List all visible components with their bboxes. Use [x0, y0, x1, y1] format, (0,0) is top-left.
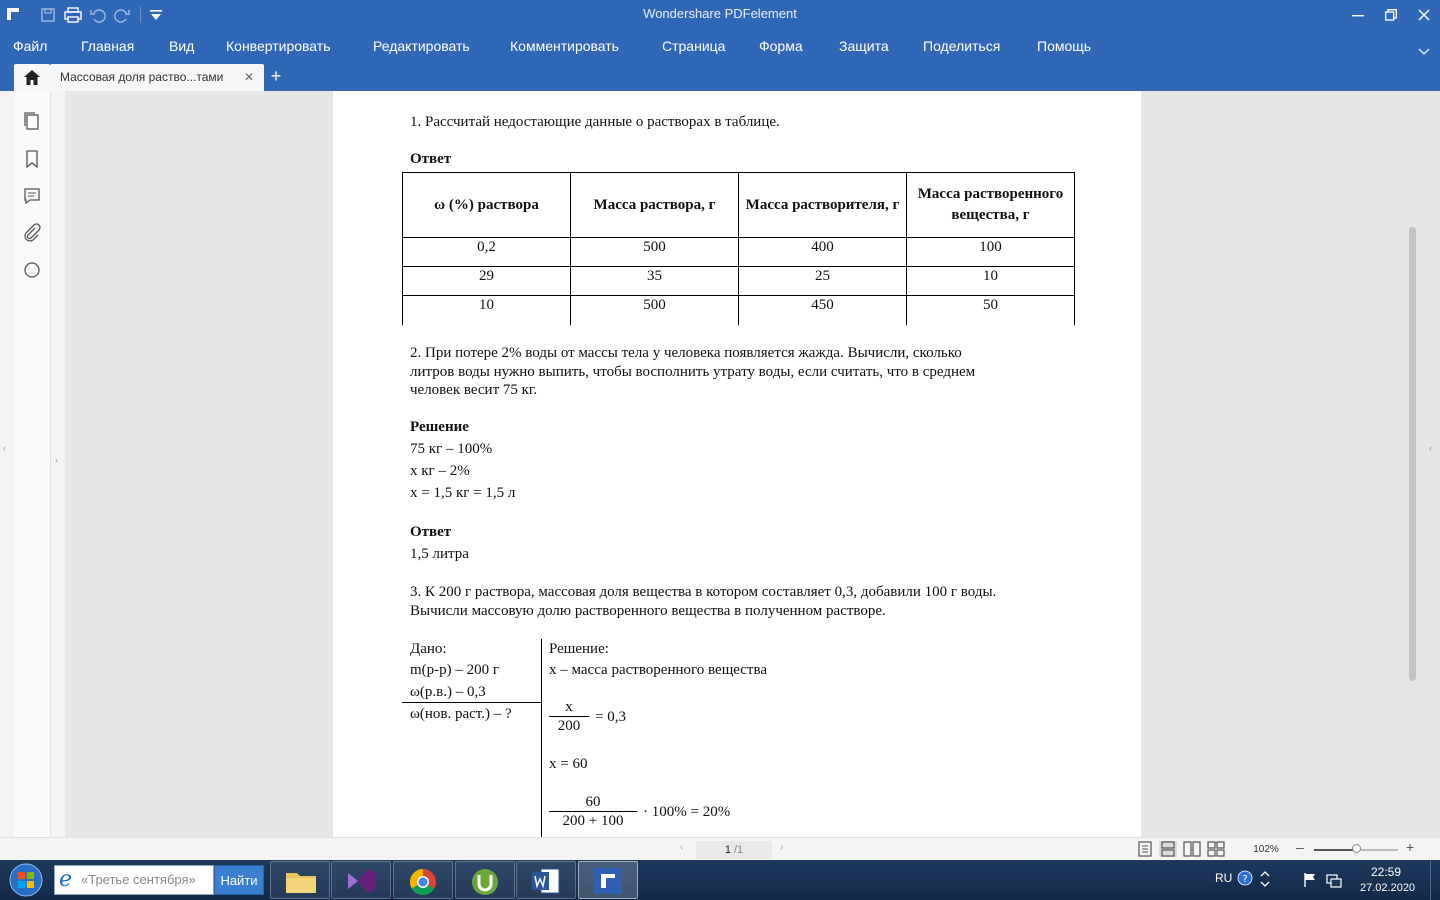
internet-explorer-icon: e — [59, 867, 73, 892]
table-cell: 10 — [403, 296, 571, 325]
taskbar-app-utorrent[interactable] — [455, 861, 515, 899]
home-icon — [23, 69, 41, 86]
minimize-icon — [1352, 9, 1364, 21]
answer2-value: 1,5 литра — [410, 546, 469, 562]
document-tab[interactable] — [50, 64, 264, 91]
svg-text:?: ? — [1242, 874, 1248, 885]
table-cell: 0,2 — [403, 238, 571, 267]
left-sidebar — [14, 91, 51, 837]
table-cell: 35 — [571, 267, 739, 296]
table-row — [403, 238, 1075, 267]
menu-view[interactable]: Вид — [169, 38, 195, 54]
search-placeholder: «Третье сентября» — [81, 872, 196, 887]
menu-page[interactable]: Страница — [662, 38, 726, 54]
given-label: Дано: — [410, 641, 447, 657]
zoom-out-button[interactable]: – — [1296, 839, 1304, 855]
table-header-row — [403, 173, 1075, 238]
table-row — [403, 267, 1075, 296]
table-header: ω (%) раствора — [403, 173, 571, 238]
restore-icon — [1385, 9, 1397, 21]
pdfelement-icon — [593, 867, 623, 895]
attachment-icon[interactable] — [22, 223, 42, 243]
network-icon[interactable] — [1326, 872, 1342, 888]
table-cell: 50 — [907, 296, 1075, 325]
fraction-numerator: х — [565, 699, 573, 715]
panel-left-arrow-icon[interactable]: ‹ — [3, 443, 6, 453]
task1-text: 1. Рассчитай недостающие данные о растворах в таблице. — [410, 114, 780, 130]
task2-line: 2. При потере 2% воды от массы тела у человека появляется жажда. Вычисли, сколько — [410, 345, 962, 361]
prev-page-icon[interactable]: ‹ — [680, 842, 684, 853]
fraction-1 — [549, 698, 589, 735]
zoom-in-button[interactable]: + — [1406, 839, 1415, 855]
given-divider — [402, 702, 541, 703]
solution3-label: Решение: — [549, 641, 609, 657]
page-number-box[interactable] — [696, 841, 772, 859]
taskbar-app-file-explorer[interactable] — [270, 861, 330, 899]
task2-line: человек весит 75 кг. — [410, 382, 538, 398]
start-button[interactable] — [4, 861, 48, 899]
table-cell: 25 — [739, 267, 907, 296]
search-button[interactable]: Найти — [214, 865, 264, 895]
minimize-button[interactable] — [1342, 0, 1374, 30]
table-cell: 450 — [739, 296, 907, 325]
ribbon-expand-icon[interactable] — [1418, 48, 1430, 56]
maximize-button[interactable] — [1375, 0, 1407, 30]
zoom-level[interactable]: 102% — [1253, 844, 1279, 855]
visual-studio-icon — [346, 867, 378, 895]
clock-time[interactable]: 22:59 — [1371, 865, 1402, 879]
solution-line: х кг – 2% — [410, 463, 470, 479]
comment-icon[interactable] — [22, 186, 42, 206]
menu-protect[interactable]: Защита — [839, 38, 889, 54]
tab-close-icon[interactable]: ✕ — [243, 70, 254, 84]
window-title: Wondershare PDFelement — [643, 6, 797, 21]
table-header: Масса раствора, г — [571, 173, 739, 238]
task2-line: литров воды нужно выпить, чтобы восполнить утрату воды, если считать, что в среднем — [410, 364, 976, 380]
table-cell: 400 — [739, 238, 907, 267]
table-cell: 100 — [907, 238, 1075, 267]
taskbar-app-chrome[interactable] — [393, 861, 453, 899]
given-line: ω(р.в.) – 0,3 — [410, 684, 486, 700]
word-icon — [531, 867, 561, 895]
two-page-view-icon[interactable] — [1183, 841, 1201, 857]
document-tab-label: Массовая доля раство...тами — [60, 70, 224, 84]
bookmark-icon[interactable] — [22, 149, 42, 169]
fraction-numerator: 60 — [585, 794, 601, 810]
pages-icon[interactable] — [22, 111, 42, 131]
table-cell: 500 — [571, 296, 739, 325]
search-icon[interactable] — [22, 260, 42, 280]
grid-view-icon[interactable] — [1207, 841, 1225, 857]
fraction-2-rhs: · 100% = 20% — [643, 804, 731, 820]
fraction-2 — [549, 793, 637, 830]
tray-expand-icon[interactable] — [1259, 870, 1271, 888]
new-tab-button[interactable]: + — [270, 66, 282, 86]
find-line: ω(нов. раст.) – ? — [410, 706, 512, 722]
help-icon[interactable] — [1237, 870, 1253, 886]
taskbar — [0, 860, 1440, 900]
solution-line: 75 кг – 100% — [410, 441, 493, 457]
taskbar-app-word[interactable] — [516, 861, 576, 899]
solution-line: х = 1,5 кг = 1,5 л — [410, 485, 516, 501]
taskbar-app-pdfelement[interactable] — [578, 861, 638, 899]
workspace — [0, 91, 1440, 837]
single-page-view-icon[interactable] — [1136, 841, 1154, 857]
vertical-scrollbar[interactable] — [1409, 227, 1416, 681]
solution3-line: х – масса растворенного вещества — [549, 662, 768, 678]
close-icon — [1418, 9, 1430, 21]
close-window-button[interactable] — [1408, 0, 1440, 30]
left-gutter — [0, 91, 14, 837]
menu-bar — [0, 30, 1440, 62]
next-page-icon[interactable]: › — [780, 842, 784, 853]
continuous-view-icon[interactable] — [1159, 841, 1177, 857]
solution-label: Решение — [410, 419, 469, 435]
panel-right-arrow-icon[interactable]: ‹ — [1429, 443, 1432, 453]
sidebar-collapse-strip[interactable] — [51, 91, 65, 837]
table-header: Масса растворителя, г — [739, 173, 907, 238]
utorrent-icon — [470, 867, 500, 897]
folder-icon — [285, 867, 317, 895]
action-center-flag-icon[interactable] — [1302, 872, 1318, 888]
menu-file[interactable]: Файл — [13, 38, 48, 54]
home-tab[interactable] — [14, 64, 50, 91]
page-current: 1 — [724, 844, 731, 856]
menu-share[interactable]: Поделиться — [923, 38, 1001, 54]
table-cell: 500 — [571, 238, 739, 267]
table-header: Масса растворенного вещества, г — [907, 173, 1075, 238]
fraction-denominator: 200 — [557, 718, 581, 734]
fraction-denominator: 200 + 100 — [562, 813, 624, 829]
status-bar — [0, 837, 1440, 860]
table-cell: 10 — [907, 267, 1075, 296]
menu-home[interactable]: Главная — [81, 38, 135, 54]
zoom-slider-fill — [1314, 849, 1356, 851]
tab-bar — [0, 62, 1440, 91]
page-total: /1 — [734, 844, 744, 856]
clock-date[interactable]: 27.02.2020 — [1360, 882, 1416, 894]
pdf-page[interactable] — [333, 91, 1141, 837]
answer-label: Ответ — [410, 151, 452, 167]
show-desktop-button[interactable] — [1430, 860, 1440, 900]
table-cell: 29 — [403, 267, 571, 296]
web-search-input[interactable] — [54, 865, 214, 895]
task3-line: Вычисли массовую долю растворенного вещества в полученном растворе. — [410, 603, 886, 619]
task3-line: 3. К 200 г раствора, массовая доля вещества в котором составляет 0,3, добавили 100 г воды. — [410, 584, 997, 600]
expand-panel-icon: › — [55, 455, 58, 465]
menu-form[interactable]: Форма — [759, 38, 803, 54]
given-solution-separator — [541, 639, 542, 837]
title-bar — [0, 0, 1440, 30]
chrome-icon — [408, 867, 438, 897]
menu-convert[interactable]: Конвертировать — [226, 38, 331, 54]
menu-edit[interactable]: Редактировать — [373, 38, 470, 54]
menu-help[interactable]: Помощь — [1037, 38, 1092, 54]
solutions-table — [402, 172, 1075, 325]
menu-comment[interactable]: Комментировать — [510, 38, 619, 54]
table-row — [403, 296, 1075, 325]
answer2-label: Ответ — [410, 524, 452, 540]
fraction-1-rhs: = 0,3 — [595, 709, 626, 725]
taskbar-app-visual-studio[interactable] — [331, 861, 391, 899]
given-line: m(р-р) – 200 г — [410, 662, 500, 678]
language-indicator[interactable]: RU — [1215, 871, 1233, 885]
equation-line: х = 60 — [549, 756, 588, 772]
zoom-slider-knob[interactable] — [1352, 844, 1361, 853]
